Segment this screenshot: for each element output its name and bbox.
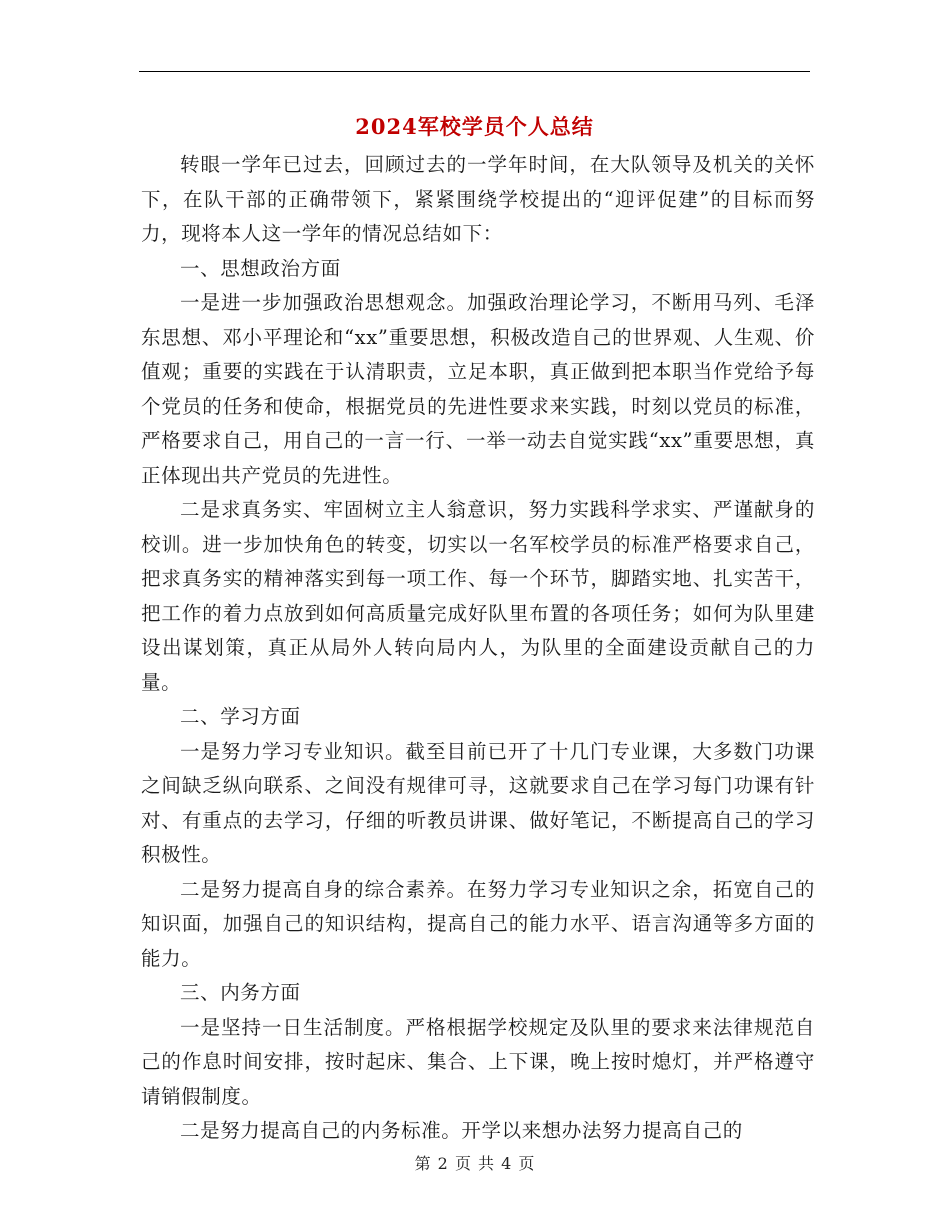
page-footer: 第 2 页 共 4 页 bbox=[414, 1154, 536, 1173]
section-heading-ideology: 一、思想政治方面 bbox=[180, 256, 341, 280]
body-paragraph: 二是努力提高自身的综合素养。在努力学习专业知识之余，拓宽自己的知识面，加强自己的知识结构，提高自己的能力水平、语言沟通等多方面的能力。 bbox=[141, 877, 815, 970]
body-paragraph: 二是求真务实、牢固树立主人翁意识，努力实践科学求实、严谨献身的校训。进一步加快角色的转变，切实以一名军校学员的标准严格要求自己，把求真务实的精神落实到每一项工作、每一个环节，脚踏实地、扎实苦干，把工作的着力点放到如何高质量完成好队里布置的各项任务；如何为队里建设出谋划策，真正从局外人转向局内人，为队里的全面建设贡献自己的力量。 bbox=[141, 498, 815, 694]
intro-paragraph: 转眼一学年已过去，回顾过去的一学年时间，在大队领导及机关的关怀下，在队干部的正确带领下，紧紧围绕学校提出的“迎评促建”的目标而努力，现将本人这一学年的情况总结如下： bbox=[141, 153, 815, 245]
document-title: 2024军校学员个人总结 bbox=[355, 114, 594, 139]
body-paragraph: 二是努力提高自己的内务标准。开学以来想办法努力提高自己的 bbox=[180, 1119, 743, 1142]
document-body bbox=[141, 148, 815, 1149]
body-paragraph: 一是进一步加强政治思想观念。加强政治理论学习，不断用马列、毛泽东思想、邓小平理论和“xx”重要思想，积极改造自己的世界观、人生观、价值观；重要的实践在于认清职责，立足本职，真正做到把本职当作党给予每个党员的任务和使命，根据党员的先进性要求来实践，时刻以党员的标准，严格要求自己，用自己的一言一行、一举一动去自觉实践“xx”重要思想，真正体现出共产党员的先进性。 bbox=[141, 291, 815, 487]
section-heading-housekeeping: 三、内务方面 bbox=[180, 981, 301, 1004]
header-rule bbox=[139, 71, 810, 72]
body-paragraph: 一是坚持一日生活制度。严格根据学校规定及队里的要求来法律规范自己的作息时间安排，按时起床、集合、上下课，晚上按时熄灯，并严格遵守请销假制度。 bbox=[141, 1015, 815, 1108]
body-paragraph: 一是努力学习专业知识。截至目前已开了十几门专业课，大多数门功课之间缺乏纵向联系、之间没有规律可寻，这就要求自己在学习每门功课有针对、有重点的去学习，仔细的听教员讲课、做好笔记，不断提高自己的学习积极性。 bbox=[141, 739, 815, 866]
section-heading-study: 二、学习方面 bbox=[180, 705, 301, 728]
